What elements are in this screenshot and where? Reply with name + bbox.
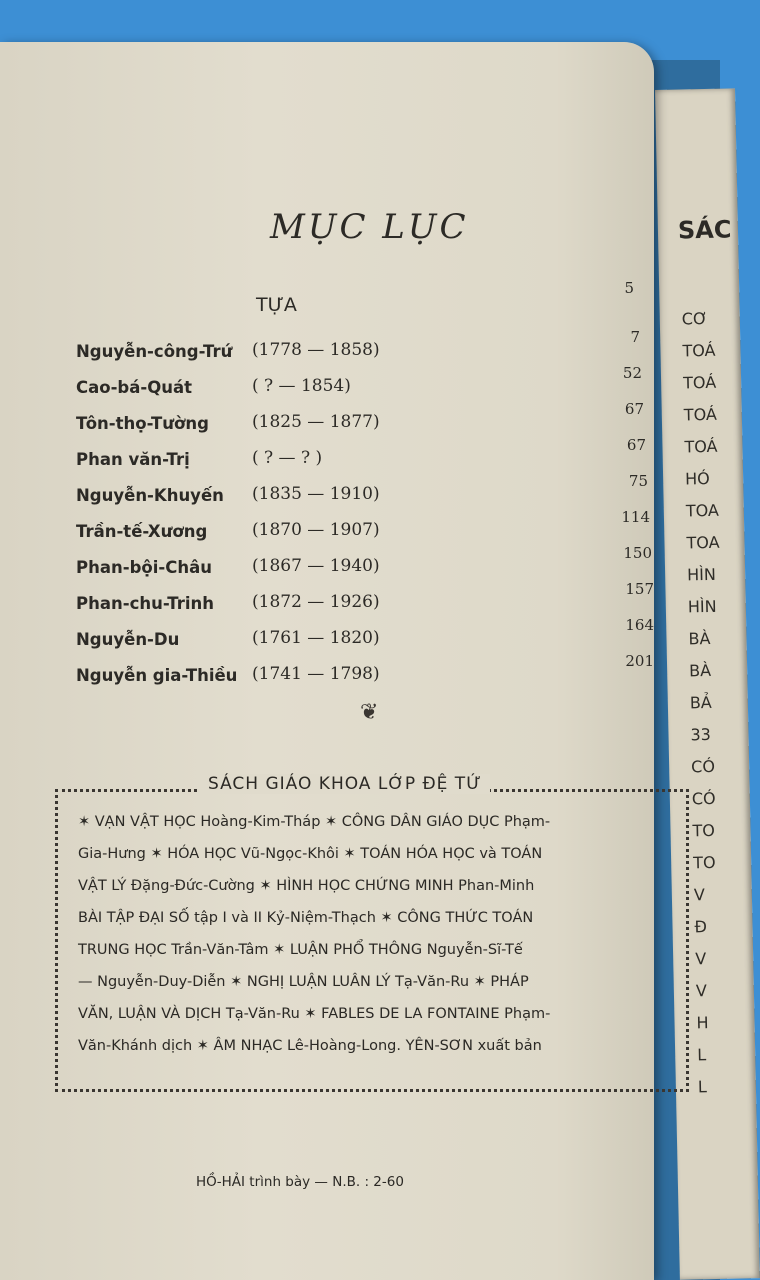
adjacent-page-fragment: CÓ [691, 788, 716, 809]
adjacent-page-fragment: TOÁ [682, 372, 717, 393]
toc-entry-page: 67 [626, 436, 646, 454]
toc-entry-years: ( ? — 1854) [252, 376, 351, 396]
toc-entry-page: 7 [630, 328, 640, 346]
toc-entry-years: ( ? — ? ) [252, 448, 323, 468]
toc-entry-years: (1778 — 1858) [252, 340, 380, 360]
adjacent-page-header: SÁC [677, 215, 732, 245]
adjacent-page-fragment: H [696, 1013, 709, 1033]
toc-entry-name: Nguyễn-Du [76, 630, 180, 649]
footer-credit: HỒ-HẢI trình bày — N.B. : 2-60 [196, 1174, 404, 1190]
toc-entry-name: Nguyễn gia-Thiều [76, 666, 238, 685]
adjacent-page-fragment: L [697, 1077, 708, 1097]
adjacent-page-fragment: TO [692, 820, 716, 841]
toc-entry-years: (1870 — 1907) [252, 520, 380, 540]
adjacent-page-fragment: V [693, 885, 706, 905]
ornament-icon: ❦ [360, 700, 379, 725]
toc-entry-page: 157 [625, 580, 654, 598]
adjacent-page-fragment: V [695, 981, 708, 1001]
toc-entry-page: 201 [625, 652, 654, 670]
adjacent-page-fragment: BÀ [688, 628, 711, 649]
adjacent-page-fragment: HÌN [686, 564, 717, 585]
toc-entry-name: Phan văn-Trị [76, 450, 190, 469]
toc-entry-years: (1835 — 1910) [252, 484, 380, 504]
advertisement-line: TRUNG HỌC Trần-Văn-Tâm ✶ LUẬN PHỔ THÔNG Nguyễn-Sĩ-Tế [78, 942, 523, 958]
adjacent-page-fragment: BẢ [689, 692, 712, 713]
advertisement-box [55, 774, 689, 1092]
toc-entry-name: Nguyễn-Khuyến [76, 486, 224, 505]
advertisement-line: BÀI TẬP ĐẠI SỐ tập I và II Kỷ-Niệm-Thạch ✶ CÔNG THỨC TOÁN [78, 910, 534, 926]
advertisement-line: VĂN, LUẬN VÀ DỊCH Tạ-Văn-Ru ✶ FABLES DE LA FONTAINE Phạm- [78, 1006, 551, 1022]
toc-entry-years: (1825 — 1877) [252, 412, 380, 432]
toc-intro-page: 5 [624, 279, 634, 297]
page-title: MỤC LỤC [270, 207, 469, 247]
advertisement-title: SÁCH GIÁO KHOA LỚP ĐỆ TỨ [200, 774, 490, 794]
book-page [0, 42, 654, 1280]
adjacent-page-fragment: TOA [685, 500, 720, 521]
adjacent-page-fragment: TOA [686, 532, 720, 553]
toc-entry-years: (1761 — 1820) [252, 628, 380, 648]
adjacent-page-fragment: TO [692, 852, 716, 873]
toc-entry-page: 114 [621, 508, 650, 526]
toc-entry-years: (1741 — 1798) [252, 664, 380, 684]
adjacent-page-fragment: HÓ [684, 468, 710, 489]
advertisement-line: Gia-Hưng ✶ HÓA HỌC Vũ-Ngọc-Khôi ✶ TOÁN HÓA HỌC và TOÁN [78, 846, 543, 862]
adjacent-page-fragment: TOÁ [683, 404, 718, 425]
toc-intro-label: TỰA [256, 294, 297, 316]
advertisement-line: VẬT LÝ Đặng-Đức-Cường ✶ HÌNH HỌC CHỨNG MINH Phan-Minh [78, 878, 535, 894]
adjacent-page-fragment: BÀ [688, 660, 712, 681]
adjacent-page-fragment: TOÁ [682, 340, 716, 361]
adjacent-page-fragment: CÓ [690, 756, 716, 777]
toc-entry-name: Tôn-thọ-Tường [76, 414, 209, 433]
advertisement-line: ✶ VẠN VẬT HỌC Hoàng-Kim-Tháp ✶ CÔNG DÂN GIÁO DỤC Phạm- [78, 814, 551, 830]
toc-entry-name: Phan-bội-Châu [76, 558, 212, 577]
adjacent-page-fragment: CƠ [681, 308, 708, 329]
toc-entry-page: 75 [628, 472, 648, 490]
adjacent-page-fragment: HÌN [687, 596, 717, 617]
toc-entry-years: (1872 — 1926) [252, 592, 380, 612]
advertisement-line: — Nguyễn-Duy-Diễn ✶ NGHỊ LUẬN LUÂN LÝ Tạ-Văn-Ru ✶ PHÁP [78, 974, 529, 990]
toc-entry-name: Cao-bá-Quát [76, 378, 193, 397]
adjacent-page-fragment: TOÁ [684, 436, 718, 457]
toc-entry-name: Nguyễn-công-Trứ [76, 342, 233, 361]
toc-entry-page: 67 [624, 400, 644, 418]
adjacent-page-fragment: V [695, 949, 707, 969]
toc-entry-page: 164 [625, 616, 654, 634]
adjacent-page-fragment: L [697, 1045, 707, 1065]
adjacent-page-fragment: Đ [694, 917, 708, 937]
toc-entry-years: (1867 — 1940) [252, 556, 380, 576]
toc-entry-name: Trần-tế-Xương [76, 522, 208, 541]
advertisement-line: Văn-Khánh dịch ✶ ÂM NHẠC Lê-Hoàng-Long. YÊN-SƠN xuất bản [78, 1038, 542, 1054]
adjacent-page-fragment: 33 [690, 724, 712, 745]
toc-entry-page: 150 [623, 544, 652, 562]
toc-entry-name: Phan-chu-Trinh [76, 594, 214, 613]
toc-entry-page: 52 [622, 364, 642, 382]
